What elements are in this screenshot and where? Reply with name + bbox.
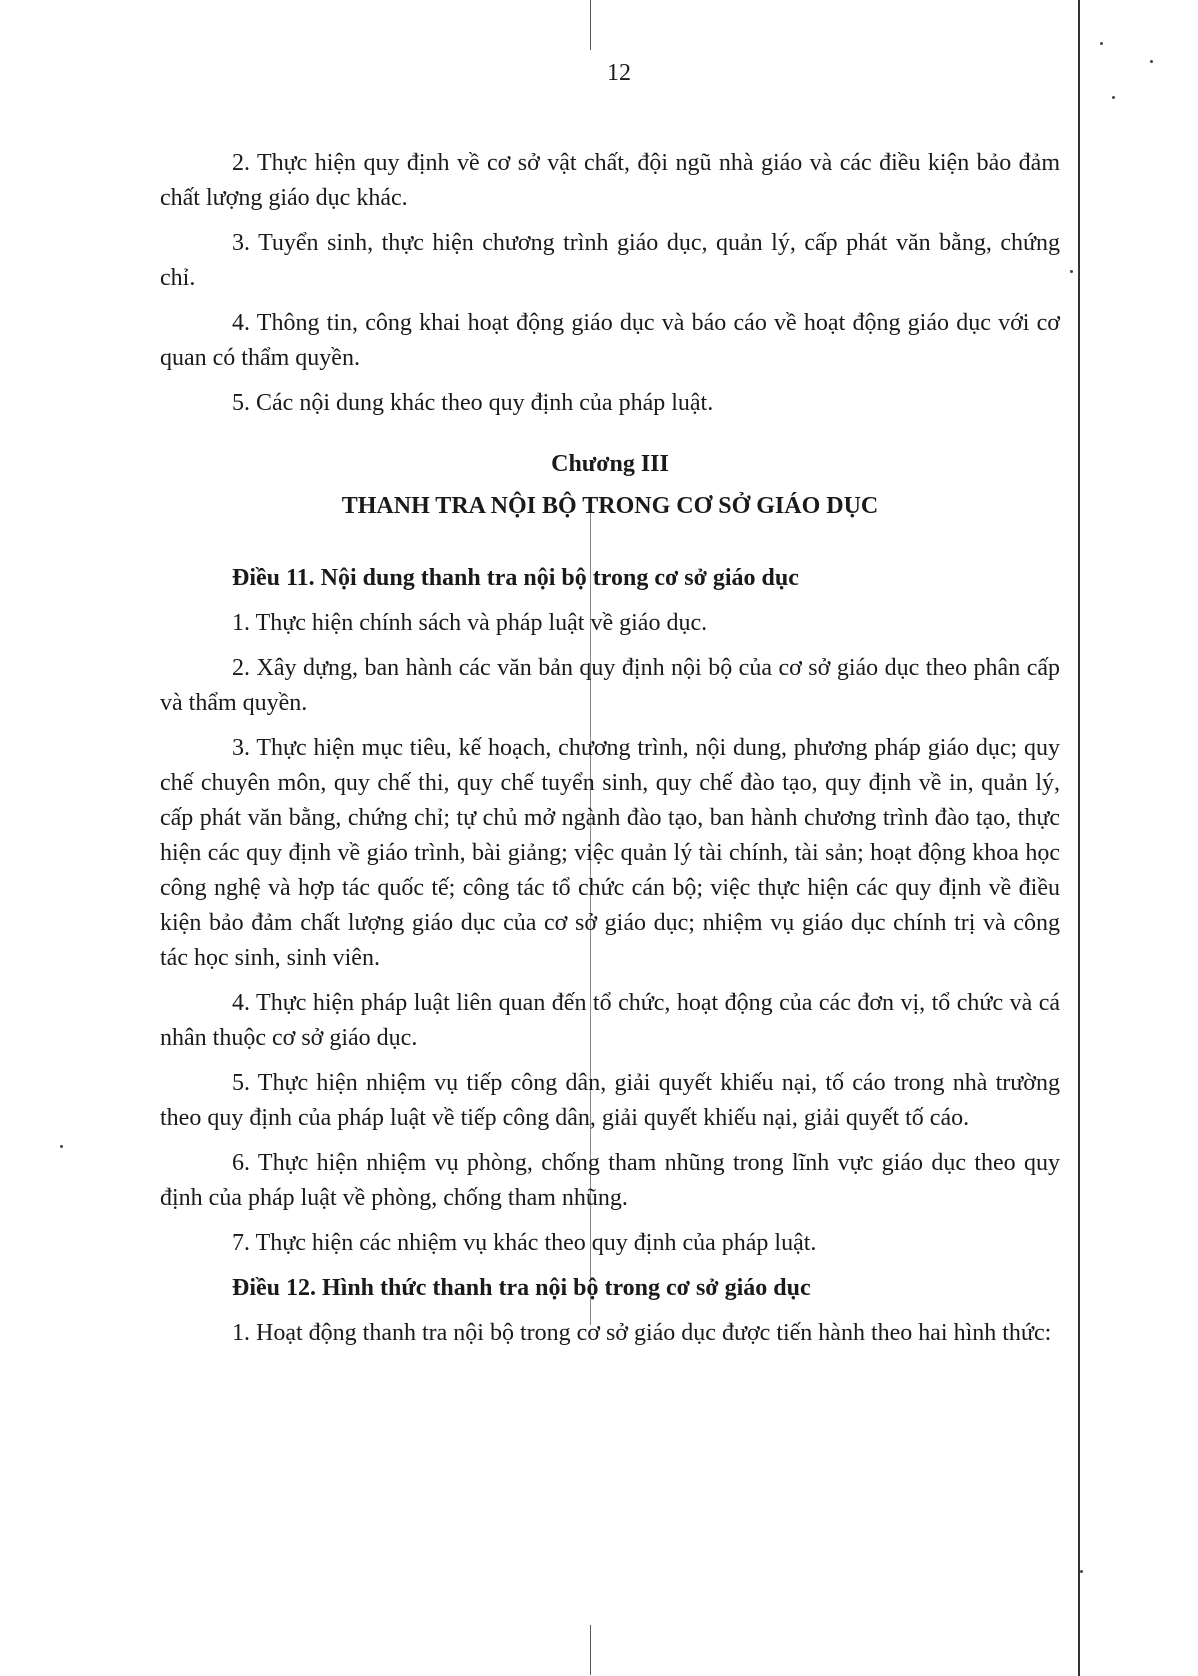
paragraph: 5. Các nội dung khác theo quy định của pháp luật. xyxy=(232,390,714,416)
chapter-title: Chương III xyxy=(551,451,669,477)
chapter-subtitle: THANH TRA NỘI BỘ TRONG CƠ SỞ GIÁO DỤC xyxy=(341,493,879,519)
page-number: 12 xyxy=(607,60,631,86)
paragraph: 1. Hoạt động thanh tra nội bộ trong cơ sở giáo dục được tiến hành theo hai hình thức: xyxy=(232,1320,1052,1346)
page-edge-line xyxy=(1078,0,1080,1676)
scan-speck xyxy=(60,1145,63,1148)
paragraph: 4. Thông tin, công khai hoạt động giáo dục và báo cáo về hoạt động giáo dục với cơ quan có thẩm quyền. xyxy=(160,310,1060,371)
scan-speck xyxy=(1080,1570,1083,1573)
paragraph: 5. Thực hiện nhiệm vụ tiếp công dân, giải quyết khiếu nại, tố cáo trong nhà trường theo quy định của pháp luật về tiếp công dân, giải quyết khiếu nại, giải quyết tố cáo. xyxy=(160,1070,1060,1131)
paragraph: 2. Xây dựng, ban hành các văn bản quy định nội bộ của cơ sở giáo dục theo phân cấp và thẩm quyền. xyxy=(160,655,1060,716)
paragraph: 6. Thực hiện nhiệm vụ phòng, chống tham nhũng trong lĩnh vực giáo dục theo quy định của pháp luật về phòng, chống tham nhũng. xyxy=(160,1150,1060,1211)
fold-mark-top xyxy=(590,0,591,50)
paragraph: 2. Thực hiện quy định về cơ sở vật chất, đội ngũ nhà giáo và các điều kiện bảo đảm chất lượng giáo dục khác. xyxy=(160,150,1060,211)
paragraph: 3. Tuyển sinh, thực hiện chương trình giáo dục, quản lý, cấp phát văn bằng, chứng chỉ. xyxy=(160,230,1060,291)
article-heading: Điều 11. Nội dung thanh tra nội bộ trong cơ sở giáo dục xyxy=(232,565,799,591)
article-heading: Điều 12. Hình thức thanh tra nội bộ trong cơ sở giáo dục xyxy=(232,1275,811,1301)
scan-speck xyxy=(1112,96,1115,99)
scan-speck xyxy=(1070,270,1073,273)
fold-mark-bottom xyxy=(590,1625,591,1675)
scan-speck xyxy=(1100,42,1103,45)
paragraph: 3. Thực hiện mục tiêu, kế hoạch, chương trình, nội dung, phương pháp giáo dục; quy chế chuyên môn, quy chế thi, quy chế tuyển sinh, quy chế đào tạo, quy định về in, quản lý, cấp phát văn bằng, chứng chỉ; tự chủ mở ngành đào tạo, ban hành chương trình đào tạo, thực hiện các quy định về giáo trình, bài giảng; việc quản lý tài chính, tài sản; hoạt động khoa học công nghệ và hợp tác quốc tế; công tác tổ chức cán bộ; việc thực hiện các quy định về điều kiện bảo đảm chất lượng giáo dục của cơ sở giáo dục; nhiệm vụ giáo dục chính trị và công tác học sinh, sinh viên. xyxy=(160,735,1060,971)
paragraph: 7. Thực hiện các nhiệm vụ khác theo quy định của pháp luật. xyxy=(232,1230,817,1256)
paragraph: 1. Thực hiện chính sách và pháp luật về giáo dục. xyxy=(232,610,708,636)
paragraph: 4. Thực hiện pháp luật liên quan đến tổ chức, hoạt động của các đơn vị, tổ chức và cá nhân thuộc cơ sở giáo dục. xyxy=(160,990,1060,1051)
document-body xyxy=(160,146,1060,1361)
